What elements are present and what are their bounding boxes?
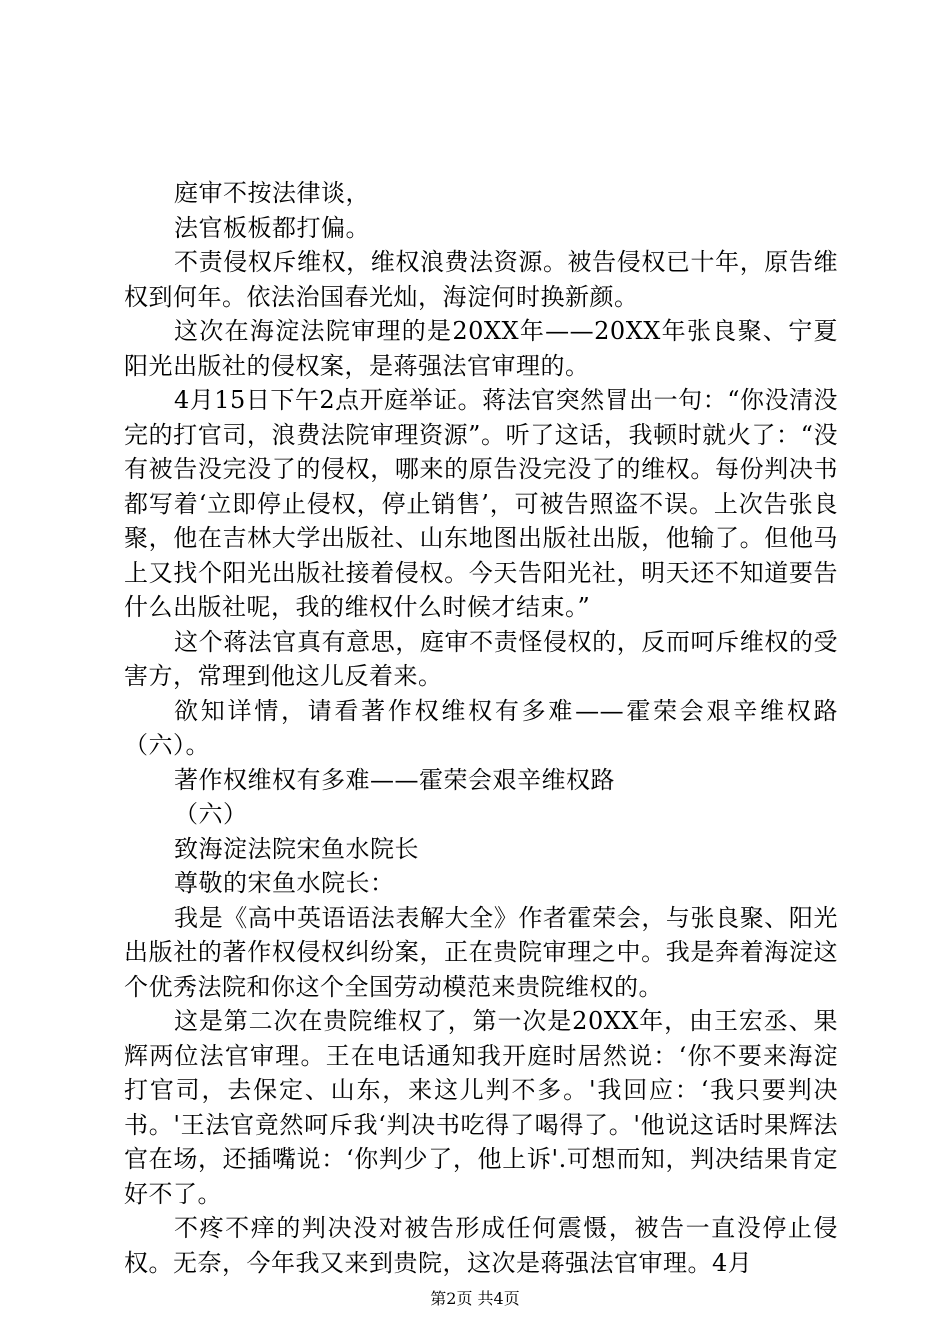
paragraph: 这次在海淀法院审理的是20XX年——20XX年张良聚、宁夏阳光出版社的侵权案，是蒋强法官审理的。 bbox=[124, 317, 838, 380]
paragraph: 这是第二次在贵院维权了，第一次是20XX年，由王宏丞、果辉两位法官审理。王在电话通知我开庭时居然说：‘你不要来海淀打官司，去保定、山东，来这儿判不多。'我回应：‘我只要判决书。'王法官竟然呵斥我‘判决书吃得了喝得了。'他说这话时果辉法官在场，还插嘴说：‘你判少了，他上诉'.可想而知，判决结果肯定好不了。 bbox=[124, 1007, 838, 1208]
paragraph: 4月15日下午2点开庭举证。蒋法官突然冒出一句：“你没清没完的打官司，浪费法院审理资源”。听了这话，我顿时就火了：“没有被告没完没了的侵权，哪来的原告没完没了的维权。每份判决书都写着‘立即停止侵权，停止销售’，可被告照盗不误。上次告张良聚，他在吉林大学出版社、山东地图出版社出版，他输了。但他马上又找个阳光出版社接着侵权。今天告阳光社，明天还不知道要告什么出版社呢，我的维权什么时候才结束。” bbox=[124, 386, 838, 621]
paragraph: 致海淀法院宋鱼水院长 bbox=[174, 834, 419, 863]
page-footer: 第2页 共4页 bbox=[430, 1289, 520, 1308]
paragraph: （六） bbox=[174, 800, 248, 828]
document-body bbox=[124, 176, 838, 1280]
paragraph: 欲知详情，请看著作权维权有多难——霍荣会艰辛维权路（六）。 bbox=[124, 696, 838, 759]
paragraph: 庭审不按法律谈， bbox=[174, 179, 370, 207]
paragraph: 我是《高中英语语法表解大全》作者霍荣会，与张良聚、阳光出版社的著作权侵权纠纷案，正在贵院审理之中。我是奔着海淀这个优秀法院和你这个全国劳动模范来贵院维权的。 bbox=[124, 903, 838, 1001]
paragraph: 法官板板都打偏。 bbox=[174, 213, 370, 242]
paragraph: 这个蒋法官真有意思，庭审不责怪侵权的，反而呵斥维权的受害方，常理到他这儿反着来。 bbox=[124, 627, 838, 690]
paragraph: 不责侵权斥维权，维权浪费法资源。被告侵权已十年，原告维权到何年。依法治国春光灿，海淀何时换新颜。 bbox=[124, 248, 838, 311]
paragraph: 著作权维权有多难——霍荣会艰辛维权路 bbox=[174, 765, 615, 794]
paragraph: 不疼不痒的判决没对被告形成任何震慑，被告一直没停止侵权。无奈，今年我又来到贵院，这次是蒋强法官审理。4月 bbox=[124, 1214, 838, 1277]
paragraph: 尊敬的宋鱼水院长： bbox=[174, 869, 395, 897]
